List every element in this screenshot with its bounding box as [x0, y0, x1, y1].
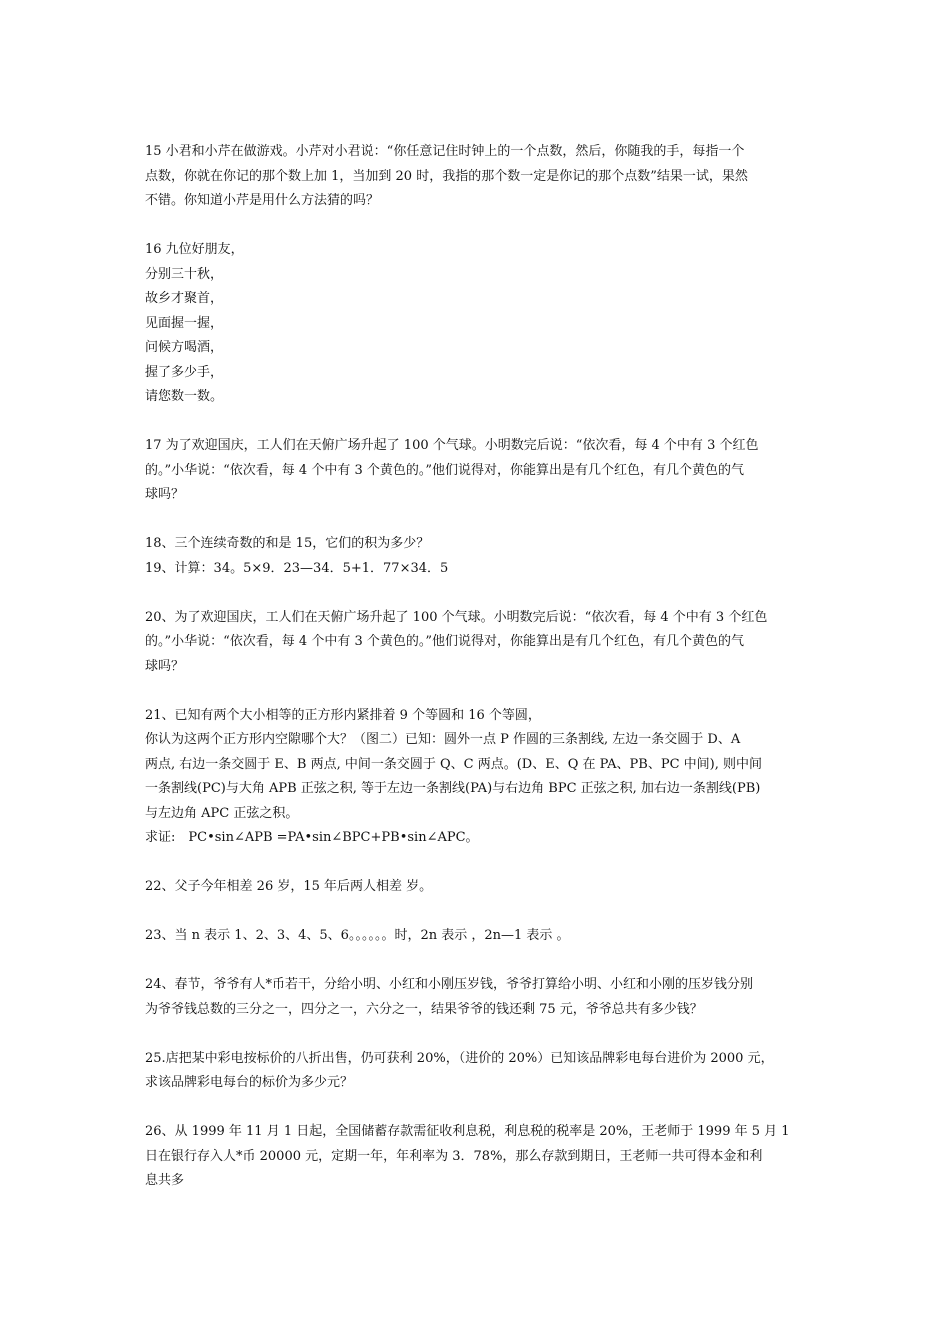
text-line: 求证: PC•sin∠APB =PA•sin∠BPC+PB•sin∠APC。 [145, 830, 479, 845]
text-line: 与左边角 APC 正弦之积。 [145, 805, 299, 821]
text-line: 22、父子今年相差 26 岁，15 年后两人相差 岁。 [145, 879, 433, 894]
text-line: 21、已知有两个大小相等的正方形内紧排着 9 个等圆和 16 个等圆， [145, 707, 541, 723]
text-line: 点数，你就在你记的那个数上加 1，当加到 20 时，我指的那个数一定是你记的那个点数”结果一试，果然 [145, 168, 748, 184]
text-line: 15 小君和小芹在做游戏。小芹对小君说：“你任意记住时钟上的一个点数，然后，你随我的手，每指一个 [145, 144, 745, 159]
question-paragraph [145, 532, 810, 581]
question-paragraph [145, 973, 810, 1022]
text-line: 的。”小华说：“依次看，每 4 个中有 3 个黄色的。”他们说得对，你能算出是有几个红色，有几个黄色的气 [145, 634, 745, 649]
text-line: 故乡才聚首， [145, 291, 224, 306]
text-line: 17 为了欢迎国庆，工人们在天俯广场升起了 100 个气球。小明数完后说：“依次看，每 4 个中有 3 个红色 [145, 438, 759, 453]
text-line: 23、当 n 表示 1、2、3、4、5、6。。。。。。时，2n 表示 ，2n—1 表示 。 [145, 928, 570, 943]
text-line: 日在银行存入人*币 20000 元，定期一年，年利率为 3．78%，那么存款到期日，王老师一共可得本金和利 [145, 1148, 763, 1164]
question-paragraph [145, 875, 810, 900]
text-line: 求该品牌彩电每台的标价为多少元？ [145, 1075, 354, 1090]
text-line: 的。”小华说：“依次看，每 4 个中有 3 个黄色的。”他们说得对，你能算出是有几个红色，有几个黄色的气 [145, 462, 745, 478]
text-line: 不错。你知道小芹是用什么方法猜的吗？ [145, 193, 380, 208]
question-paragraph [145, 1120, 810, 1194]
text-line: 请您数一数。 [145, 389, 224, 404]
text-line: 20、为了欢迎国庆，工人们在天俯广场升起了 100 个气球。小明数完后说：“依次看，每 4 个中有 3 个红色 [145, 609, 768, 625]
text-line: 24、春节，爷爷有人*币若干，分给小明、小红和小刚压岁钱，爷爷打算给小明、小红和小刚的压岁钱分别 [145, 977, 754, 992]
text-line: 26、从 1999 年 11 月 1 日起，全国储蓄存款需征收利息税，利息税的税率是 20%，王老师于 1999 年 5 月 1 [145, 1124, 790, 1139]
text-line: 18、三个连续奇数的和是 15，它们的积为多少？ [145, 536, 430, 551]
text-line: 问候方喝酒， [145, 340, 224, 355]
text-line: 见面握一握， [145, 315, 224, 331]
question-paragraph [145, 434, 810, 508]
text-line: 一条割线(PC)与大角 APB 正弦之积, 等于左边一条割线(PA)与右边角 BPC 正弦之积, 加右边一条割线(PB) [145, 781, 761, 796]
text-line: 你认为这两个正方形内空隙哪个大？（图二）已知：圆外一点 P 作圆的三条割线, 左边一条交圆于 D、A [145, 732, 741, 747]
text-line: 25.店把某中彩电按标价的八折出售，仍可获利 20%，（进价的 20%）已知该品牌彩电每台进价为 2000 元， [145, 1050, 774, 1066]
text-line: 19、计算：34。5×9．23—34．5+1．77×34．5 [145, 560, 449, 576]
text-line: 息共多 [145, 1173, 185, 1188]
question-paragraph [145, 1047, 810, 1096]
question-paragraph [145, 140, 810, 214]
question-paragraph [145, 924, 810, 949]
text-line: 两点, 右边一条交圆于 E、B 两点, 中间一条交圆于 Q、C 两点。(D、E、Q 在 PA、PB、PC 中间), 则中间 [145, 756, 763, 772]
question-paragraph [145, 704, 810, 851]
text-line: 16 九位好朋友， [145, 242, 244, 257]
question-paragraph [145, 238, 810, 410]
question-paragraph [145, 606, 810, 680]
document-page [145, 140, 810, 1218]
text-line: 分别三十秋， [145, 266, 224, 282]
text-line: 握了多少手， [145, 364, 224, 380]
text-line: 球吗？ [145, 658, 185, 674]
text-line: 球吗？ [145, 487, 185, 502]
text-line: 为爷爷钱总数的三分之一，四分之一，六分之一，结果爷爷的钱还剩 75 元，爷爷总共有多少钱？ [145, 1001, 703, 1017]
